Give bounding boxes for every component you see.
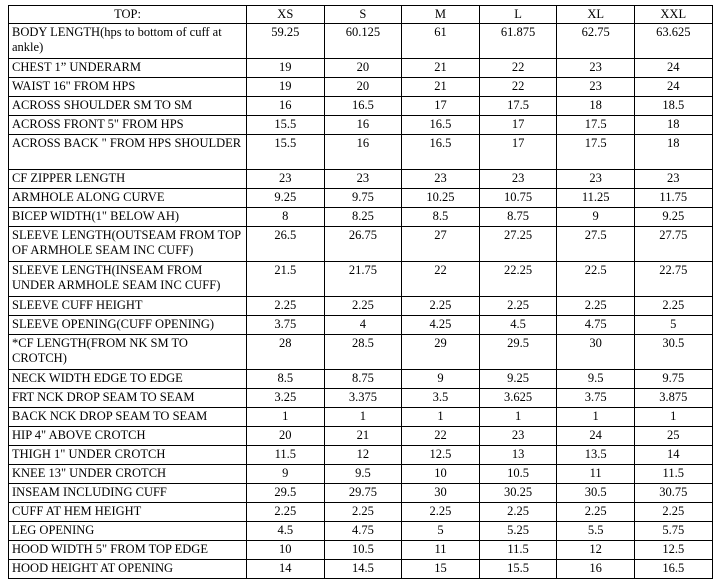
measurement-value: 13.5 — [557, 446, 635, 465]
table-row — [9, 97, 713, 116]
measurement-value: 10 — [402, 465, 480, 484]
measurement-value: 18 — [634, 135, 712, 170]
measurement-label: THIGH 1" UNDER CROTCH — [9, 446, 247, 465]
measurement-value: 9 — [402, 370, 480, 389]
measurement-value: 9.25 — [247, 189, 325, 208]
measurement-value: 30 — [402, 484, 480, 503]
measurement-value: 2.25 — [479, 297, 557, 316]
measurement-value: 18 — [557, 97, 635, 116]
measurement-label: CHEST 1” UNDERARM — [9, 59, 247, 78]
measurement-value: 13 — [479, 446, 557, 465]
measurement-value: 19 — [247, 59, 325, 78]
measurement-value: 10.25 — [402, 189, 480, 208]
measurement-value: 12.5 — [402, 446, 480, 465]
measurement-label: CF ZIPPER LENGTH — [9, 170, 247, 189]
measurement-value: 20 — [324, 78, 402, 97]
measurement-value: 2.25 — [247, 503, 325, 522]
measurement-label: LEG OPENING — [9, 522, 247, 541]
measurement-value: 22 — [402, 262, 480, 297]
table-row — [9, 446, 713, 465]
measurement-label: HOOD HEIGHT AT OPENING — [9, 560, 247, 579]
measurement-value: 3.75 — [247, 316, 325, 335]
table-row — [9, 503, 713, 522]
measurement-value: 30.25 — [479, 484, 557, 503]
measurement-value: 60.125 — [324, 24, 402, 59]
measurement-value: 9.5 — [324, 465, 402, 484]
measurement-value: 9 — [247, 465, 325, 484]
measurement-value: 4 — [324, 316, 402, 335]
measurement-value: 14.5 — [324, 560, 402, 579]
measurement-value: 28.5 — [324, 335, 402, 370]
measurement-value: 23 — [634, 170, 712, 189]
measurement-value: 1 — [557, 408, 635, 427]
measurement-value: 3.5 — [402, 389, 480, 408]
table-row — [9, 316, 713, 335]
table-row — [9, 522, 713, 541]
measurement-value: 24 — [634, 59, 712, 78]
measurement-value: 2.25 — [557, 503, 635, 522]
measurement-value: 25 — [634, 427, 712, 446]
measurement-label: ARMHOLE ALONG CURVE — [9, 189, 247, 208]
measurement-value: 10.5 — [324, 541, 402, 560]
table-row — [9, 541, 713, 560]
measurement-value: 28 — [247, 335, 325, 370]
measurement-label: ACROSS SHOULDER SM TO SM — [9, 97, 247, 116]
measurement-value: 21 — [324, 427, 402, 446]
measurement-value: 12 — [324, 446, 402, 465]
measurement-label: KNEE 13" UNDER CROTCH — [9, 465, 247, 484]
measurement-value: 16 — [557, 560, 635, 579]
measurement-value: 30.75 — [634, 484, 712, 503]
measurement-value: 11 — [557, 465, 635, 484]
table-row — [9, 560, 713, 579]
measurement-value: 3.875 — [634, 389, 712, 408]
measurement-value: 22 — [479, 59, 557, 78]
measurement-value: 2.25 — [557, 297, 635, 316]
measurement-value: 3.75 — [557, 389, 635, 408]
measurement-value: 1 — [479, 408, 557, 427]
measurement-value: 11.5 — [479, 541, 557, 560]
measurement-value: 2.25 — [324, 297, 402, 316]
measurement-value: 11.25 — [557, 189, 635, 208]
measurement-value: 2.25 — [634, 503, 712, 522]
header-label: TOP: — [9, 6, 247, 24]
size-header-xs: XS — [247, 6, 325, 24]
measurement-value: 9 — [557, 208, 635, 227]
measurement-value: 1 — [247, 408, 325, 427]
measurement-value: 20 — [247, 427, 325, 446]
measurement-value: 22.5 — [557, 262, 635, 297]
measurement-value: 16.5 — [402, 135, 480, 170]
measurement-value: 23 — [247, 170, 325, 189]
measurement-value: 2.25 — [402, 503, 480, 522]
measurement-value: 10.5 — [479, 465, 557, 484]
measurement-label: *CF LENGTH(FROM NK SM TO CROTCH) — [9, 335, 247, 370]
measurement-label: ACROSS BACK " FROM HPS SHOULDER — [9, 135, 247, 170]
measurement-value: 20 — [324, 59, 402, 78]
measurement-value: 23 — [402, 170, 480, 189]
table-row — [9, 24, 713, 59]
measurement-value: 23 — [479, 427, 557, 446]
measurement-value: 4.25 — [402, 316, 480, 335]
measurement-value: 5.25 — [479, 522, 557, 541]
table-row — [9, 262, 713, 297]
measurement-value: 9.75 — [634, 370, 712, 389]
measurement-value: 19 — [247, 78, 325, 97]
measurement-value: 10.75 — [479, 189, 557, 208]
measurement-value: 1 — [402, 408, 480, 427]
measurement-value: 11.5 — [247, 446, 325, 465]
measurement-label: ACROSS FRONT 5" FROM HPS — [9, 116, 247, 135]
size-header-xl: XL — [557, 6, 635, 24]
measurement-value: 21 — [402, 59, 480, 78]
measurement-value: 23 — [557, 78, 635, 97]
table-row — [9, 208, 713, 227]
measurement-value: 61.875 — [479, 24, 557, 59]
measurement-value: 27.25 — [479, 227, 557, 262]
measurement-value: 8.5 — [247, 370, 325, 389]
measurement-value: 27.75 — [634, 227, 712, 262]
size-spec-table — [8, 5, 713, 579]
table-row — [9, 389, 713, 408]
measurement-value: 5.5 — [557, 522, 635, 541]
header-row — [9, 6, 713, 24]
size-header-xxl: XXL — [634, 6, 712, 24]
measurement-value: 59.25 — [247, 24, 325, 59]
measurement-value: 12.5 — [634, 541, 712, 560]
measurement-value: 4.5 — [479, 316, 557, 335]
measurement-label: SLEEVE LENGTH(OUTSEAM FROM TOP OF ARMHOLE SEAM INC CUFF) — [9, 227, 247, 262]
table-row — [9, 189, 713, 208]
measurement-value: 21.75 — [324, 262, 402, 297]
measurement-value: 4.75 — [557, 316, 635, 335]
measurement-value: 3.625 — [479, 389, 557, 408]
measurement-value: 26.75 — [324, 227, 402, 262]
table-row — [9, 408, 713, 427]
table-row — [9, 465, 713, 484]
table-row — [9, 370, 713, 389]
measurement-value: 23 — [324, 170, 402, 189]
measurement-value: 17.5 — [557, 135, 635, 170]
measurement-value: 17 — [402, 97, 480, 116]
measurement-value: 16 — [324, 116, 402, 135]
measurement-label: HIP 4" ABOVE CROTCH — [9, 427, 247, 446]
measurement-value: 8.25 — [324, 208, 402, 227]
measurement-label: BODY LENGTH(hps to bottom of cuff at ankle) — [9, 24, 247, 59]
measurement-value: 23 — [479, 170, 557, 189]
measurement-value: 11 — [402, 541, 480, 560]
measurement-value: 2.25 — [247, 297, 325, 316]
measurement-value: 22 — [479, 78, 557, 97]
measurement-value: 1 — [634, 408, 712, 427]
measurement-value: 2.25 — [634, 297, 712, 316]
measurement-label: SLEEVE OPENING(CUFF OPENING) — [9, 316, 247, 335]
size-header-m: M — [402, 6, 480, 24]
measurement-label: SLEEVE LENGTH(INSEAM FROM UNDER ARMHOLE SEAM INC CUFF) — [9, 262, 247, 297]
measurement-value: 18.5 — [634, 97, 712, 116]
measurement-label: HOOD WIDTH 5" FROM TOP EDGE — [9, 541, 247, 560]
measurement-value: 9.25 — [634, 208, 712, 227]
measurement-value: 3.375 — [324, 389, 402, 408]
table-row — [9, 427, 713, 446]
measurement-value: 14 — [634, 446, 712, 465]
measurement-value: 30.5 — [557, 484, 635, 503]
measurement-value: 17.5 — [479, 97, 557, 116]
measurement-value: 62.75 — [557, 24, 635, 59]
table-row — [9, 484, 713, 503]
measurement-value: 27.5 — [557, 227, 635, 262]
measurement-value: 17.5 — [557, 116, 635, 135]
measurement-value: 27 — [402, 227, 480, 262]
measurement-value: 15.5 — [479, 560, 557, 579]
measurement-label: CUFF AT HEM HEIGHT — [9, 503, 247, 522]
measurement-value: 22.25 — [479, 262, 557, 297]
measurement-value: 16.5 — [324, 97, 402, 116]
measurement-value: 1 — [324, 408, 402, 427]
measurement-value: 5 — [402, 522, 480, 541]
measurement-value: 21.5 — [247, 262, 325, 297]
measurement-value: 4.5 — [247, 522, 325, 541]
measurement-value: 3.25 — [247, 389, 325, 408]
table-row — [9, 170, 713, 189]
size-header-l: L — [479, 6, 557, 24]
measurement-value: 2.25 — [324, 503, 402, 522]
measurement-value: 4.75 — [324, 522, 402, 541]
measurement-label: INSEAM INCLUDING CUFF — [9, 484, 247, 503]
measurement-value: 8 — [247, 208, 325, 227]
measurement-label: BICEP WIDTH(1" BELOW AH) — [9, 208, 247, 227]
measurement-value: 10 — [247, 541, 325, 560]
measurement-value: 24 — [557, 427, 635, 446]
measurement-value: 22.75 — [634, 262, 712, 297]
measurement-value: 8.75 — [479, 208, 557, 227]
measurement-value: 5 — [634, 316, 712, 335]
table-row — [9, 116, 713, 135]
measurement-label: FRT NCK DROP SEAM TO SEAM — [9, 389, 247, 408]
measurement-value: 23 — [557, 170, 635, 189]
measurement-value: 61 — [402, 24, 480, 59]
measurement-value: 30 — [557, 335, 635, 370]
measurement-value: 18 — [634, 116, 712, 135]
measurement-value: 16.5 — [634, 560, 712, 579]
measurement-value: 26.5 — [247, 227, 325, 262]
measurement-value: 9.5 — [557, 370, 635, 389]
measurement-value: 11.5 — [634, 465, 712, 484]
measurement-value: 8.5 — [402, 208, 480, 227]
measurement-value: 15.5 — [247, 116, 325, 135]
measurement-value: 14 — [247, 560, 325, 579]
measurement-value: 15 — [402, 560, 480, 579]
measurement-label: SLEEVE CUFF HEIGHT — [9, 297, 247, 316]
measurement-label: BACK NCK DROP SEAM TO SEAM — [9, 408, 247, 427]
measurement-value: 16.5 — [402, 116, 480, 135]
measurement-label: WAIST 16" FROM HPS — [9, 78, 247, 97]
measurement-value: 8.75 — [324, 370, 402, 389]
measurement-value: 5.75 — [634, 522, 712, 541]
measurement-value: 29.5 — [479, 335, 557, 370]
measurement-value: 21 — [402, 78, 480, 97]
measurement-value: 12 — [557, 541, 635, 560]
table-row — [9, 59, 713, 78]
measurement-value: 2.25 — [402, 297, 480, 316]
table-row — [9, 135, 713, 170]
table-row — [9, 297, 713, 316]
measurement-value: 11.75 — [634, 189, 712, 208]
measurement-value: 9.25 — [479, 370, 557, 389]
measurement-value: 30.5 — [634, 335, 712, 370]
measurement-label: NECK WIDTH EDGE TO EDGE — [9, 370, 247, 389]
measurement-value: 17 — [479, 135, 557, 170]
measurement-value: 24 — [634, 78, 712, 97]
table-row — [9, 78, 713, 97]
spec-table-body — [9, 24, 713, 579]
measurement-value: 22 — [402, 427, 480, 446]
measurement-value: 29.75 — [324, 484, 402, 503]
measurement-value: 15.5 — [247, 135, 325, 170]
measurement-value: 29.5 — [247, 484, 325, 503]
measurement-value: 63.625 — [634, 24, 712, 59]
table-row — [9, 227, 713, 262]
measurement-value: 2.25 — [479, 503, 557, 522]
size-header-s: S — [324, 6, 402, 24]
measurement-value: 16 — [324, 135, 402, 170]
measurement-value: 29 — [402, 335, 480, 370]
measurement-value: 17 — [479, 116, 557, 135]
measurement-value: 16 — [247, 97, 325, 116]
table-row — [9, 335, 713, 370]
measurement-value: 23 — [557, 59, 635, 78]
measurement-value: 9.75 — [324, 189, 402, 208]
